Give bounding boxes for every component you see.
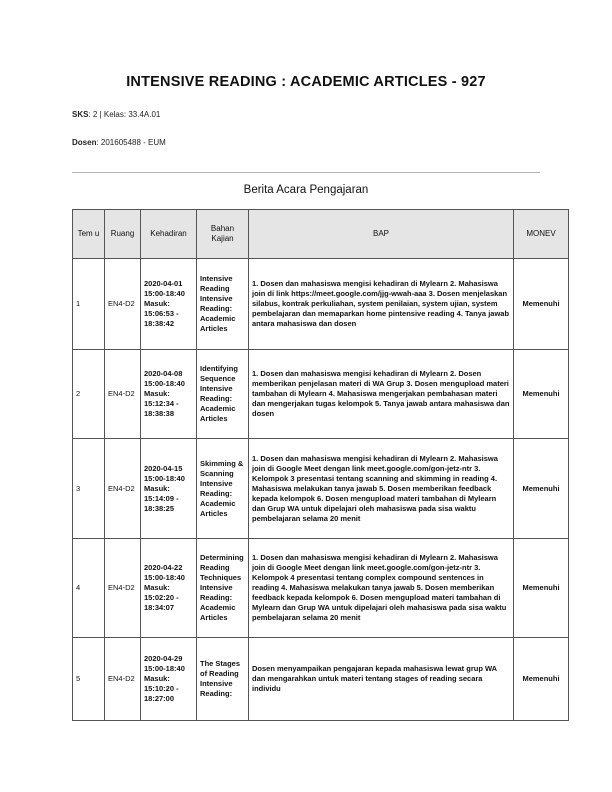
kehadiran-line: 15:00-18:40 <box>144 473 185 483</box>
dosen-value: : 201605488 - EUM <box>96 138 166 147</box>
table-row <box>73 259 569 350</box>
sks-label: SKS <box>72 110 89 119</box>
bahan-line: Reading: <box>200 689 233 698</box>
header-bap: BAP <box>249 210 514 259</box>
bahan-line: Articles <box>200 324 228 333</box>
bap-cell: 1. Dosen dan mahasiswa mengisi kehadiran di Mylearn 2. Mahasiswa join di link https://meet.google.com/jjg-wwah-aaa 3. Dosen menjelaskan silabus, kontrak perkuliahan, system penilaian, system ujian, system pembelajaran dan memaparkan home pintensive reading 4. Tanya jawab antara mahasiswa dan dosen <box>249 259 514 350</box>
bahan-line: Scanning <box>200 468 234 478</box>
divider <box>72 172 540 173</box>
table-row <box>73 439 569 539</box>
bahan-line: Academic <box>200 498 236 508</box>
bahan-kajian-cell <box>197 259 249 350</box>
bahan-line: Articles <box>200 613 228 622</box>
kehadiran-line: 2020-04-22 <box>144 563 183 572</box>
bahan-line: Academic <box>200 603 236 612</box>
bap-cell: Dosen menyampaikan pengajaran kepada mahasiswa lewat grup WA dan mengarahkan untuk materi tentang stages of reading secara individu <box>249 638 514 721</box>
bahan-line: Articles <box>200 414 228 423</box>
header-temu: Tem u <box>73 210 105 259</box>
bahan-line: Reading: <box>200 593 233 602</box>
monev-cell: Memenuhi <box>514 439 569 539</box>
bahan-line: Intensive <box>200 384 233 393</box>
bahan-line: Skimming & <box>200 458 244 468</box>
kehadiran-line: 15:14:09 - <box>144 493 179 503</box>
kehadiran-line: 15:00-18:40 <box>144 573 185 582</box>
bahan-line: Techniques <box>200 573 242 582</box>
table-row <box>73 539 569 638</box>
kehadiran-line: 15:06:53 - <box>144 309 179 318</box>
bahan-line: Reading <box>200 284 230 293</box>
kehadiran-line: 18:38:38 <box>144 409 175 418</box>
bahan-line: Determining <box>200 553 244 562</box>
bahan-kajian-cell <box>197 350 249 439</box>
table-row <box>73 638 569 721</box>
kehadiran-line: 2020-04-08 <box>144 369 183 378</box>
meeting-number: 1 <box>73 259 105 350</box>
bahan-kajian-cell <box>197 638 249 721</box>
kehadiran-line: 15:00-18:40 <box>144 379 185 388</box>
bahan-line: Reading: <box>200 488 233 498</box>
kehadiran-cell <box>141 350 197 439</box>
bahan-kajian-cell <box>197 539 249 638</box>
bap-table <box>72 209 569 721</box>
bahan-line: Academic <box>200 314 236 323</box>
kehadiran-line: 18:38:25 <box>144 503 175 513</box>
room-cell: EN4-D2 <box>105 539 141 638</box>
room-cell: EN4-D2 <box>105 439 141 539</box>
kehadiran-cell <box>141 539 197 638</box>
kehadiran-line: 18:27:00 <box>144 694 175 703</box>
bap-cell: 1. Dosen dan mahasiswa mengisi kehadiran di Mylearn 2. Mahasiswa join di Google Meet dengan link meet.google.com/gon-jetz-ntr 3. Kelompok 4 presentasi tentang complex compound sentences in reading 4. Mahasiswa melakukan tanya jawab 5. Dosen memberikan feedback kepada kelompok 6. Dosen mengupload materi tambahan di Mylearn dan Grup WA untuk dipelajari oleh mahasiswa pada sisa waktu pembelajaran selama 20 menit <box>249 539 514 638</box>
kehadiran-line: Masuk: <box>144 483 170 493</box>
table-header-row <box>73 210 569 259</box>
kehadiran-cell <box>141 638 197 721</box>
monev-cell: Memenuhi <box>514 539 569 638</box>
kehadiran-line: 18:34:07 <box>144 603 175 612</box>
kehadiran-line: Masuk: <box>144 583 170 592</box>
meeting-number: 2 <box>73 350 105 439</box>
kehadiran-line: 2020-04-01 <box>144 279 183 288</box>
bahan-line: Intensive <box>200 478 233 488</box>
kehadiran-line: 18:38:42 <box>144 319 175 328</box>
bahan-line: Articles <box>200 508 228 518</box>
bahan-line: Reading: <box>200 304 233 313</box>
kehadiran-cell <box>141 439 197 539</box>
kehadiran-line: 2020-04-15 <box>144 463 183 473</box>
bahan-line: Reading: <box>200 394 233 403</box>
bahan-line: Intensive <box>200 274 233 283</box>
header-ruang: Ruang <box>105 210 141 259</box>
sks-value: : 2 | Kelas: 33.4A.01 <box>88 110 161 119</box>
kehadiran-cell <box>141 259 197 350</box>
kehadiran-line: 15:00-18:40 <box>144 664 185 673</box>
bahan-line: Intensive <box>200 583 233 592</box>
kehadiran-line: 2020-04-29 <box>144 654 183 663</box>
bahan-line: Intensive <box>200 679 233 688</box>
bap-cell: 1. Dosen dan mahasiswa mengisi kehadiran di Mylearn 2. Dosen memberikan penjelasan materi di WA Grup 3. Dosen mengupload materi tambahan di Mylearn 4. Mahasiswa mengerjakan pembahasan materi dan mengerjakan tugas kelompok 5. Tanya jawab antara mahasiswa dan dosen <box>249 350 514 439</box>
bahan-kajian-cell <box>197 439 249 539</box>
room-cell: EN4-D2 <box>105 259 141 350</box>
course-sks <box>72 110 160 119</box>
kehadiran-line: 15:12:34 - <box>144 399 179 408</box>
bahan-line: Sequence <box>200 374 236 383</box>
course-dosen <box>72 138 166 147</box>
kehadiran-line: 15:02:20 - <box>144 593 179 602</box>
course-title: INTENSIVE READING : ACADEMIC ARTICLES - 927 <box>126 74 486 90</box>
monev-cell: Memenuhi <box>514 350 569 439</box>
kehadiran-line: Masuk: <box>144 674 170 683</box>
bahan-line: Intensive <box>200 294 233 303</box>
kehadiran-line: 15:00-18:40 <box>144 289 185 298</box>
dosen-label: Dosen <box>72 138 97 147</box>
bahan-line: of Reading <box>200 669 239 678</box>
monev-cell: Memenuhi <box>514 259 569 350</box>
bap-cell: 1. Dosen dan mahasiswa mengisi kehadiran di Mylearn 2. Mahasiswa join di Google Meet dengan link meet.google.com/gon-jetz-ntr 3. Kelompok 3 presentasi tentang scanning and skimming in reading 4. Mahasiswa melakukan tanya jawab 5. Dosen memberikan feedback kepada kelompok 6. Dosen mengupload materi tambahan di Mylearn dan Grup WA untuk dipelajari oleh mahasiswa pada sisa waktu pembelajaran selama 20 menit <box>249 439 514 539</box>
room-cell: EN4-D2 <box>105 350 141 439</box>
bahan-line: Academic <box>200 404 236 413</box>
kehadiran-line: Masuk: <box>144 389 170 398</box>
meeting-number: 5 <box>73 638 105 721</box>
section-title: Berita Acara Pengajaran <box>243 184 369 196</box>
meeting-number: 4 <box>73 539 105 638</box>
bahan-line: Reading <box>200 563 230 572</box>
kehadiran-line: Masuk: <box>144 299 170 308</box>
monev-cell: Memenuhi <box>514 638 569 721</box>
table-row <box>73 350 569 439</box>
bahan-line: Identifying <box>200 364 238 373</box>
room-cell: EN4-D2 <box>105 638 141 721</box>
header-monev: MONEV <box>514 210 569 259</box>
header-bahan-kajian: Bahan Kajian <box>197 210 249 259</box>
meeting-number: 3 <box>73 439 105 539</box>
kehadiran-line: 15:10:20 - <box>144 684 179 693</box>
header-kehadiran: Kehadiran <box>141 210 197 259</box>
bahan-line: The Stages <box>200 659 241 668</box>
